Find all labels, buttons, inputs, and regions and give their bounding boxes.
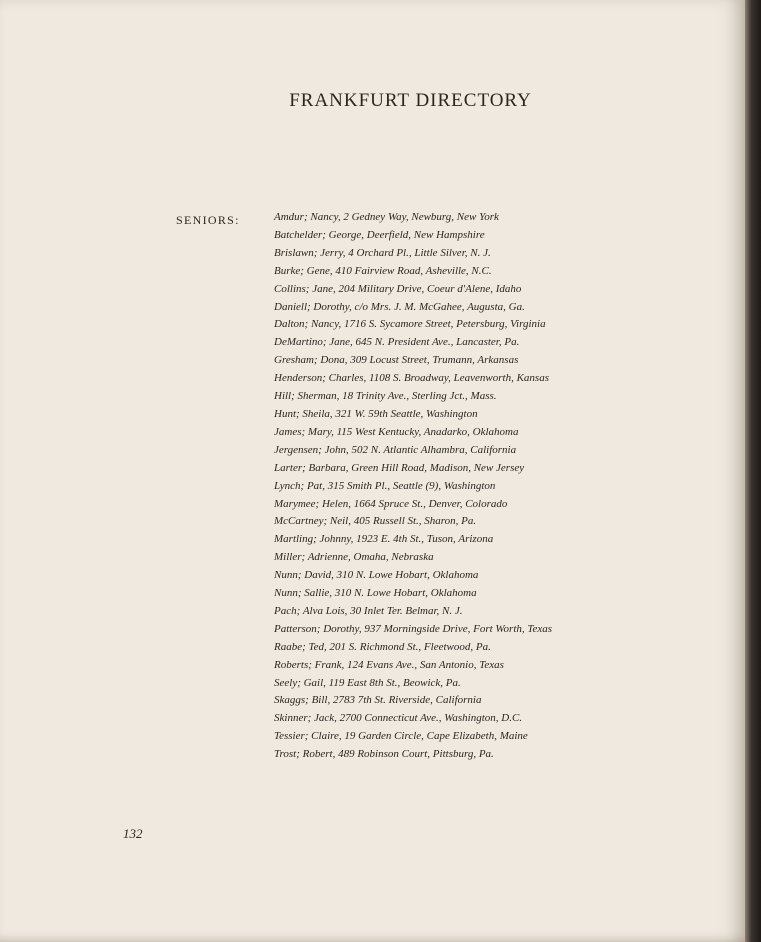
directory-entry: Lynch; Pat, 315 Smith Pl., Seattle (9), Washington: [274, 479, 496, 492]
page-number: 132: [123, 826, 143, 841]
directory-entry: Amdur; Nancy, 2 Gedney Way, Newburg, New York: [274, 211, 499, 223]
directory-entry: Burke; Gene, 410 Fairview Road, Asheville, N.C.: [274, 264, 492, 277]
directory-entry: Skaggs; Bill, 2783 7th St. Riverside, California: [274, 694, 482, 707]
directory-entry: Martling; Johnny, 1923 E. 4th St., Tuson, Arizona: [274, 533, 494, 546]
book-spine-edge: [745, 0, 761, 942]
directory-entry: Nunn; David, 310 N. Lowe Hobart, Oklahoma: [274, 569, 479, 582]
page-title: FRANKFURT DIRECTORY: [289, 90, 532, 111]
directory-entry: Nunn; Sallie, 310 N. Lowe Hobart, Oklahoma: [274, 587, 477, 600]
directory-entry: Patterson; Dorothy, 937 Morningside Drive, Fort Worth, Texas: [274, 622, 553, 635]
directory-entry: Skinner; Jack, 2700 Connecticut Ave., Washington, D.C.: [274, 712, 523, 725]
directory-list: [274, 209, 552, 764]
directory-entry: Hill; Sherman, 18 Trinity Ave., Sterling Jct., Mass.: [274, 390, 497, 403]
directory-entry: DeMartino; Jane, 645 N. President Ave., Lancaster, Pa.: [274, 336, 520, 349]
directory-entry: Roberts; Frank, 124 Evans Ave., San Antonio, Texas: [274, 658, 504, 671]
directory-entry: Gresham; Dona, 309 Locust Street, Trumann, Arkansas: [274, 354, 519, 367]
directory-entry: Brislawn; Jerry, 4 Orchard Pl., Little Silver, N. J.: [274, 246, 491, 259]
directory-entry: Batchelder; George, Deerfield, New Hampshire: [274, 228, 485, 241]
directory-entry: Jergensen; John, 502 N. Atlantic Alhambra, California: [274, 443, 517, 456]
section-label-seniors: SENIORS:: [176, 213, 240, 227]
directory-entry: Raabe; Ted, 201 S. Richmond St., Fleetwood, Pa.: [274, 640, 491, 653]
directory-entry: Daniell; Dorothy, c/o Mrs. J. M. McGahee, Augusta, Ga.: [274, 300, 525, 313]
directory-entry: Tessier; Claire, 19 Garden Circle, Cape Elizabeth, Maine: [274, 730, 528, 743]
directory-entry: Larter; Barbara, Green Hill Road, Madison, New Jersey: [274, 461, 525, 474]
directory-entry: Collins; Jane, 204 Military Drive, Coeur d'Alene, Idaho: [274, 282, 522, 295]
directory-entry: Hunt; Sheila, 321 W. 59th Seattle, Washington: [274, 407, 478, 420]
directory-entry: Marymee; Helen, 1664 Spruce St., Denver, Colorado: [274, 497, 508, 510]
directory-entry: Henderson; Charles, 1108 S. Broadway, Leavenworth, Kansas: [274, 372, 549, 385]
directory-entry: Dalton; Nancy, 1716 S. Sycamore Street, Petersburg, Virginia: [274, 318, 546, 331]
directory-entry: Pach; Alva Lois, 30 Inlet Ter. Belmar, N. J.: [274, 604, 463, 617]
directory-entry: James; Mary, 115 West Kentucky, Anadarko, Oklahoma: [274, 425, 519, 438]
directory-entry: Trost; Robert, 489 Robinson Court, Pittsburg, Pa.: [274, 748, 494, 761]
directory-entry: Seely; Gail, 119 East 8th St., Beowick, Pa.: [274, 676, 461, 689]
directory-entry: Miller; Adrienne, Omaha, Nebraska: [274, 551, 434, 564]
directory-entry: McCartney; Neil, 405 Russell St., Sharon, Pa.: [274, 515, 477, 528]
